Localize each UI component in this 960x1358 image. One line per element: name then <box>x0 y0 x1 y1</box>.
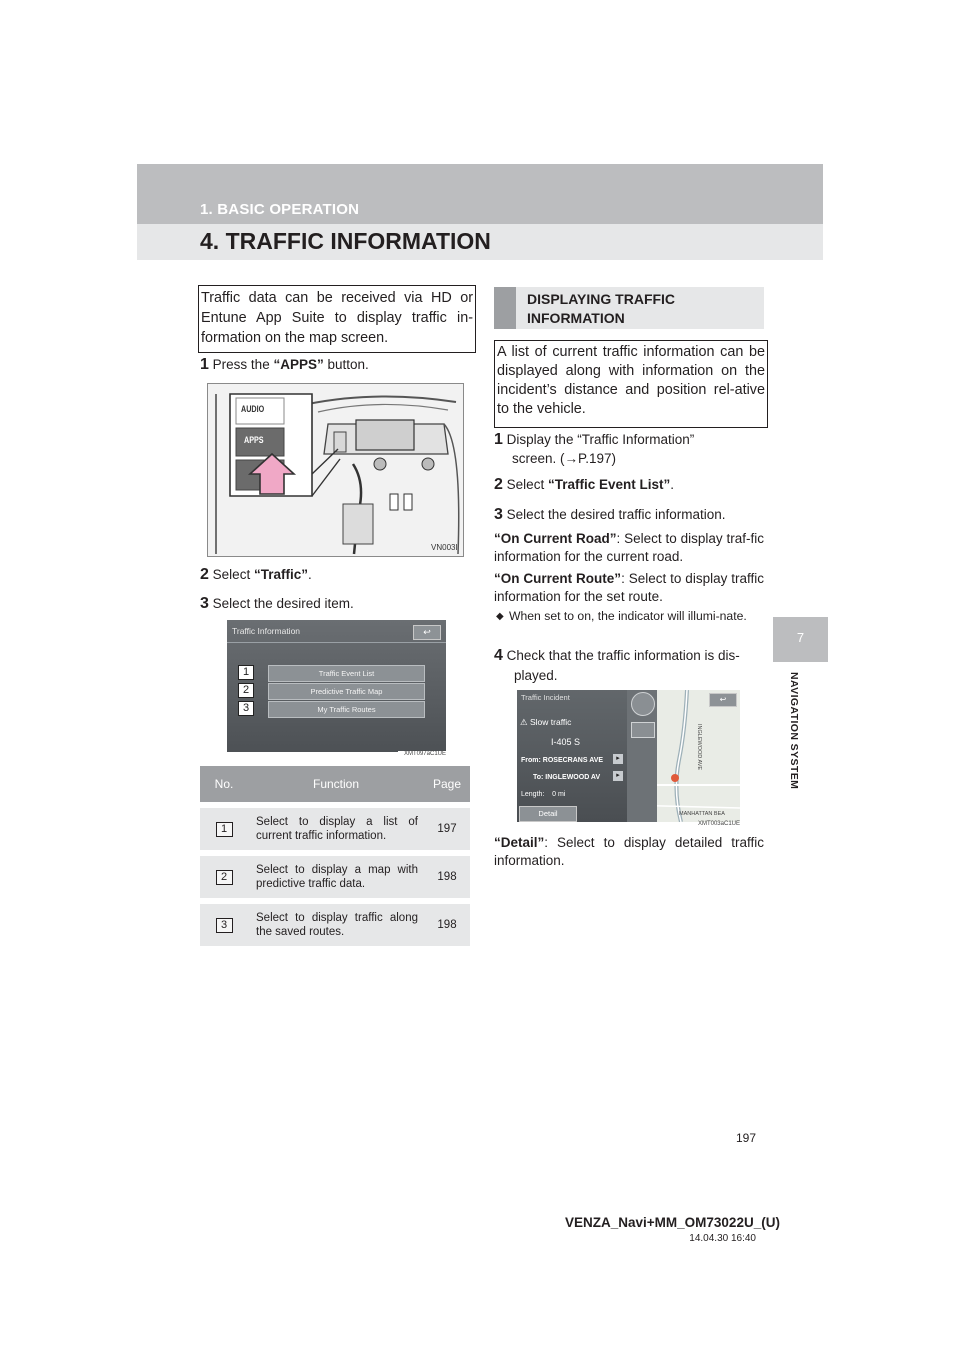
right-step-2: 2 Select “Traffic Event List”. <box>494 476 674 493</box>
row-function: Select to display a list of current traffic information. <box>248 805 424 853</box>
table-row <box>200 901 470 946</box>
audio-button-label: AUDIO <box>241 404 265 414</box>
row-function: Select to display traffic along the saved routes. <box>248 901 424 946</box>
incident-road: I-405 S <box>551 737 581 747</box>
step-1: 1 Press the “APPS” button. <box>200 356 369 373</box>
photo-code: VN003I <box>431 543 458 552</box>
table-row <box>200 853 470 901</box>
back-icon[interactable]: ↩ <box>413 625 441 640</box>
screen-code: XMT097aC1UE <box>398 751 446 760</box>
function-table <box>200 766 470 946</box>
traffic-information-screen <box>227 620 446 760</box>
page-number: 197 <box>735 1131 756 1145</box>
callout-marker-3: 3 <box>238 701 254 716</box>
detail-note: “Detail”: Select to display detailed traffic information. <box>494 835 764 868</box>
on-current-route-note: “On Current Route”: Select to display traffic information for the set route. <box>494 571 764 604</box>
callout-marker-2: 2 <box>238 683 254 698</box>
screen-code: XMT003aC1UE <box>697 821 740 827</box>
row-page: 197 <box>424 805 470 853</box>
row-page: 198 <box>424 901 470 946</box>
right-step-4: 4 Check that the traffic information is dis- played. <box>494 647 740 683</box>
row-function: Select to display a map with predictive traffic data. <box>248 853 424 901</box>
on-current-road-note: “On Current Road”: Select to display traf-fic information for the current road. <box>494 531 764 564</box>
table-header-page: Page <box>424 766 470 805</box>
step-2: 2 Select “Traffic”. <box>200 566 312 583</box>
apps-button-label: APPS <box>244 435 264 445</box>
step-3: 3 Select the desired item. <box>200 595 354 612</box>
table-row <box>200 805 470 853</box>
warning-icon: ⚠ <box>520 717 530 727</box>
row-number: 2 <box>216 870 233 885</box>
row-number: 1 <box>216 822 233 837</box>
predictive-traffic-map-button[interactable]: Predictive Traffic Map <box>268 683 425 700</box>
incident-length: Length: 0 mi <box>521 791 566 798</box>
incident-title: Traffic Incident <box>521 693 570 702</box>
apps-button-photo <box>207 383 464 557</box>
table-header-function: Function <box>248 766 424 805</box>
row-page: 198 <box>424 853 470 901</box>
bullet-icon: ◆ <box>496 611 504 622</box>
incident-from: From: ROSECRANS AVE <box>521 757 604 764</box>
chapter-side-label: NAVIGATION SYSTEM <box>788 672 800 790</box>
to-arrow-icon[interactable]: ▸ <box>613 771 623 781</box>
my-traffic-routes-button[interactable]: My Traffic Routes <box>268 701 425 718</box>
document-id: VENZA_Navi+MM_OM73022U_(U) <box>565 1215 780 1230</box>
map-street-label-2: MANHATTAN BEA <box>679 811 725 817</box>
indicator-bullet: ◆ When set to on, the indicator will illumi-nate. <box>496 609 747 623</box>
print-timestamp: 14.04.30 16:40 <box>689 1233 756 1244</box>
back-icon[interactable]: ↩ <box>709 693 737 707</box>
section-heading-bar <box>494 287 516 329</box>
table-header-no: No. <box>200 766 248 805</box>
right-step-1: 1 Display the “Traffic Information” screen. (→P.197) <box>494 431 695 466</box>
chapter-tab-number: 7 <box>796 630 805 645</box>
traffic-toggle-icon[interactable] <box>631 722 655 738</box>
from-arrow-icon[interactable]: ▸ <box>613 754 623 764</box>
compass-icon[interactable] <box>631 692 655 716</box>
right-intro-box: A list of current traffic information can be displayed along with information on the incident’s distance and position rel-ative to the vehicle. <box>494 340 768 428</box>
traffic-incident-screen <box>517 690 740 830</box>
traffic-event-list-button[interactable]: Traffic Event List <box>268 665 425 682</box>
section-label: 1. BASIC OPERATION <box>200 201 360 218</box>
incident-to: To: INGLEWOOD AV <box>533 774 601 781</box>
map-street-label-1: INGLEWOOD AVE <box>696 724 702 771</box>
section-heading: DISPLAYING TRAFFIC INFORMATION <box>527 291 676 326</box>
detail-button[interactable]: Detail <box>519 806 577 822</box>
incident-event: ⚠ Slow traffic <box>520 717 572 727</box>
chapter-title: 4. TRAFFIC INFORMATION <box>200 228 491 254</box>
intro-box: Traffic data can be received via HD or Entune App Suite to display traffic in-formation on the map screen. <box>198 285 476 353</box>
row-number: 3 <box>216 918 233 933</box>
right-step-3: 3 Select the desired traffic information. <box>494 506 726 523</box>
screen-title: Traffic Information <box>232 626 301 636</box>
callout-marker-1: 1 <box>238 665 254 680</box>
table-header-row <box>200 766 470 805</box>
